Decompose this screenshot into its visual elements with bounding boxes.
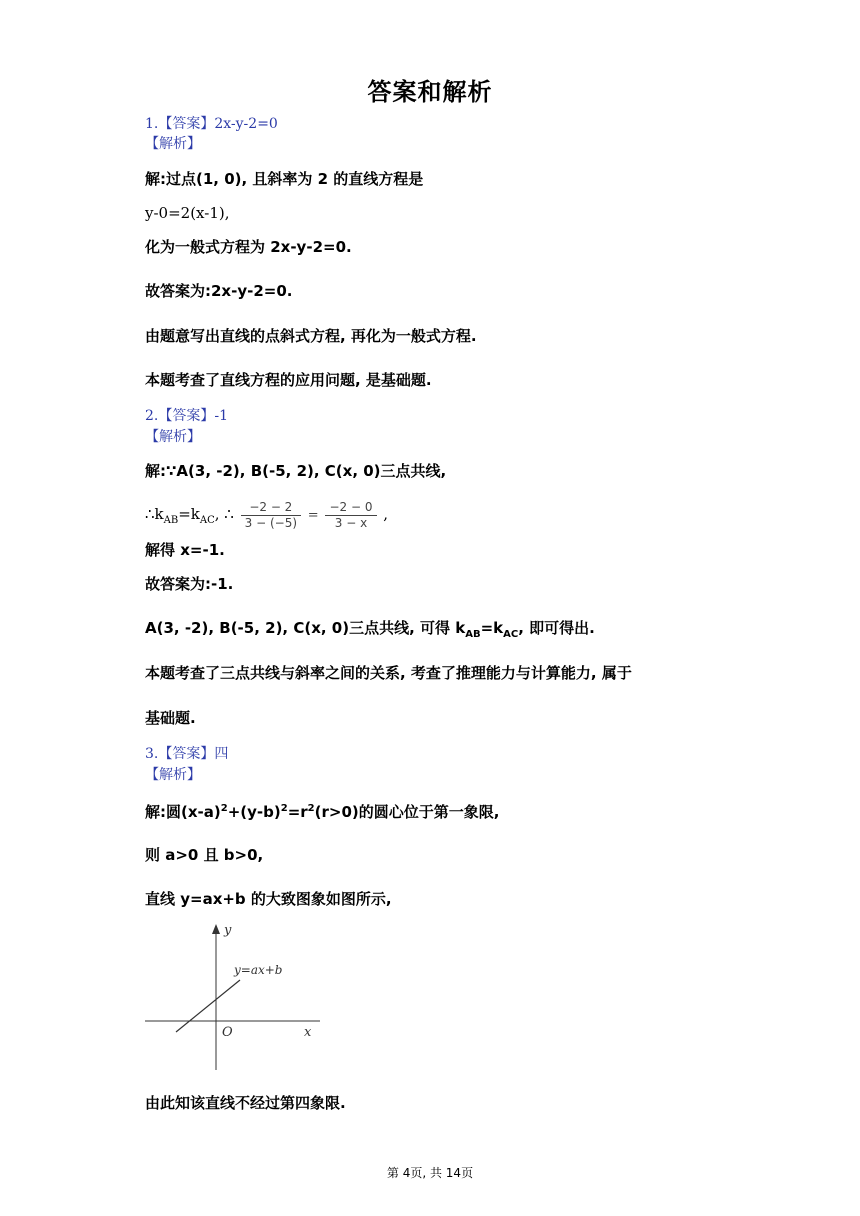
origin-label: O [222,1025,233,1040]
x-axis-label: x [304,1025,312,1040]
fraction-2-numerator: −2 − 0 [325,500,376,516]
q2-line-4: 故答案为:-1. [145,575,234,593]
line-equation-label: y=ax+b [234,963,283,977]
q2-l5-sub2: AC [503,629,519,640]
q1-line-4: 故答案为:2x-y-2=0. [145,282,293,300]
q2-l5-eq: =k [480,619,504,637]
line-graph-figure [140,922,330,1074]
q2-l2-end: , [383,505,389,523]
q2-l2-therefore: , ∴ [214,505,234,523]
q3-line-4: 由此知该直线不经过第四象限. [145,1094,346,1112]
q2-line-6: 本题考查了三点共线与斜率之间的关系, 考查了推理能力与计算能力, 属于 [145,664,632,682]
q2-l2-eq: =k [178,505,200,523]
q2-l2-sub2: AC [199,515,215,526]
fraction-equals: = [307,508,319,523]
q1-line-1: 解:过点(1, 0), 且斜率为 2 的直线方程是 [145,170,424,188]
q2-l5-a: A(3, -2), B(-5, 2), C(x, 0)三点共线, 可得 k [145,619,466,637]
q1-line-6: 本题考查了直线方程的应用问题, 是基础题. [145,371,432,389]
page-footer: 第 4页, 共 14页 [386,1166,474,1180]
q2-l5-sub1: AB [465,629,481,640]
q2-l2-prefix: ∴k [145,505,164,523]
q1-answer-label: 1.【答案】2x-y-2=0 [145,116,278,132]
q3-l1-b: +(y-b) [227,803,281,821]
fraction-2-denominator: 3 − x [334,515,368,530]
q2-answer-label: 2.【答案】-1 [145,408,228,424]
q1-line-5: 由题意写出直线的点斜式方程, 再化为一般式方程. [145,327,477,345]
q2-l2-sub1: AB [163,515,179,526]
q3-l1-a: 解:圆(x-a) [145,803,221,821]
y-axis-label: y [224,923,232,938]
q3-l1-c: =r [287,803,308,821]
q2-line-1: 解:∵A(3, -2), B(-5, 2), C(x, 0)三点共线, [145,462,447,480]
q2-analysis-label: 【解析】 [145,429,201,445]
q3-sup-1: 2 [220,803,228,814]
q3-sup-3: 2 [307,803,315,814]
q2-l5-end: , 即可得出. [518,619,595,637]
q3-sup-2: 2 [280,803,288,814]
q3-analysis-label: 【解析】 [145,767,201,783]
q2-line-2 [145,497,388,538]
q3-line-3: 直线 y=ax+b 的大致图象如图所示, [145,890,392,908]
q1-line-2: y-0=2(x-1), [145,204,230,222]
q2-line-3: 解得 x=-1. [145,541,225,559]
q1-analysis-label: 【解析】 [145,136,201,152]
q3-line-2: 则 a>0 且 b>0, [145,846,264,864]
q2-line-7: 基础题. [145,709,196,727]
q3-line-1 [145,799,499,822]
fraction-1-numerator: −2 − 2 [241,500,301,516]
y-axis-arrow [212,924,220,934]
q1-line-3: 化为一般式方程为 2x-y-2=0. [145,238,352,256]
page-title: 答案和解析 [367,78,493,106]
fraction-1 [241,500,301,531]
q3-answer-label: 3.【答案】四 [145,746,229,762]
q2-line-5 [145,618,595,645]
fraction-2 [325,500,376,531]
fraction-1-denominator: 3 − (−5) [244,515,298,530]
q3-l1-d: (r>0)的圆心位于第一象限, [314,803,500,821]
